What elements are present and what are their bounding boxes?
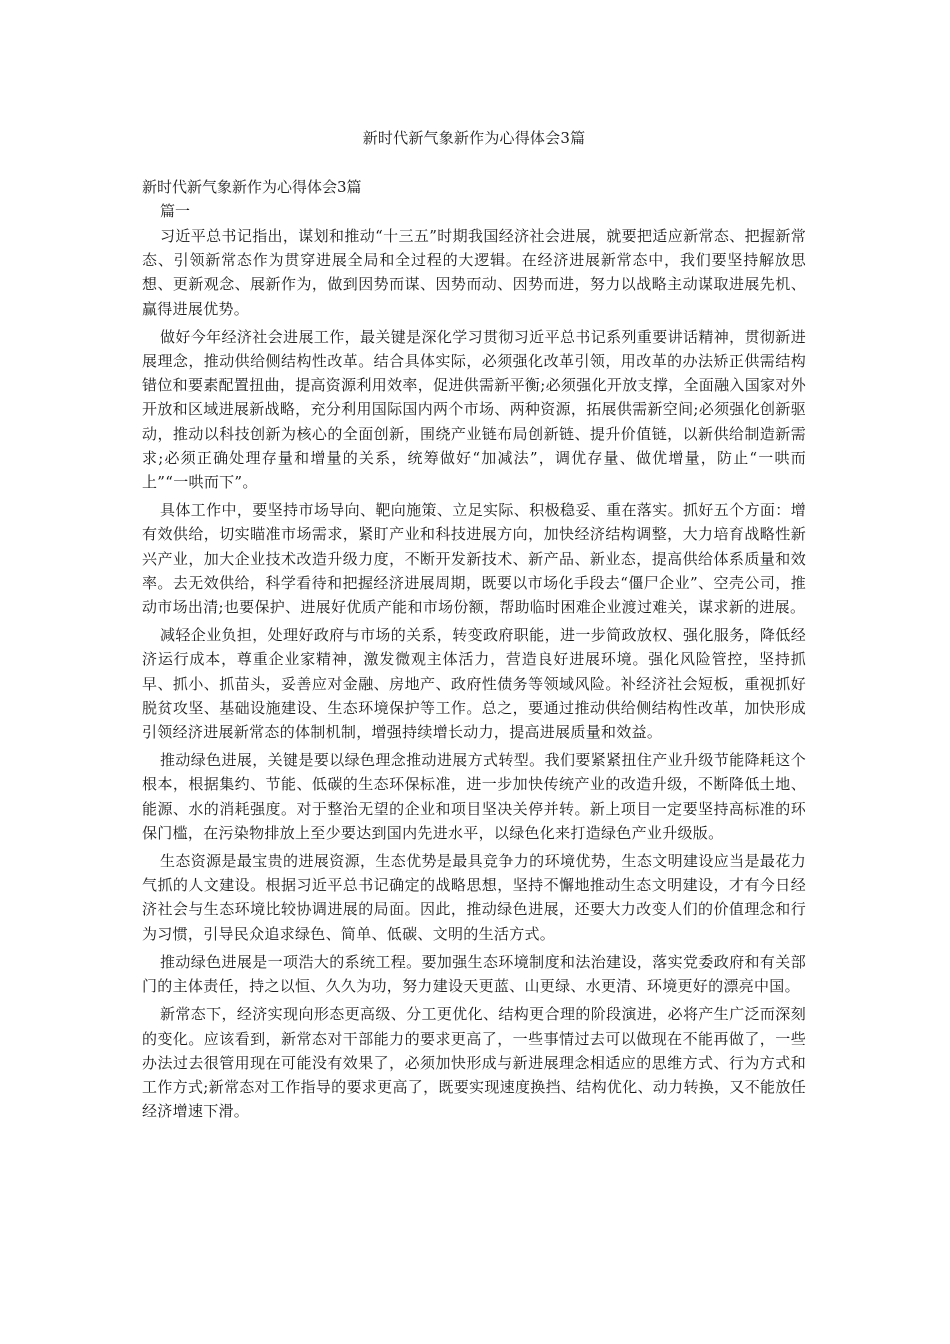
document-body bbox=[142, 224, 806, 1123]
paragraph: 具体工作中，要坚持市场导向、靶向施策、立足实际、积极稳妥、重在落实。抓好五个方面：增有效供给，切实瞄准市场需求，紧盯产业和科技进展方向，加快经济结构调整，大力培育战略性新兴产业，加大企业技术改造升级力度，不断开发新技术、新产品、新业态，提高供给体系质量和效率。去无效供给，科学看待和把握经济进展周期，既要以市场化手段去“僵尸企业”、空壳公司，推动市场出清;也要保护、进展好优质产能和市场份额，帮助临时困难企业渡过难关，谋求新的进展。 bbox=[142, 501, 806, 617]
document-subtitle: 新时代新气象新作为心得体会3篇 bbox=[142, 178, 362, 196]
paragraph: 新常态下，经济实现向形态更高级、分工更优化、结构更合理的阶段演进，必将产生广泛而深刻的变化。应该看到，新常态对干部能力的要求更高了，一些事情过去可以做现在不能再做了，一些办法过去很管用现在可能没有效果了，必须加快形成与新进展理念相适应的思维方式、行为方式和工作方式;新常态对工作指导的要求更高了，既要实现速度换挡、结构优化、动力转换，又不能放任经济增速下滑。 bbox=[142, 1005, 806, 1121]
paragraph: 减轻企业负担，处理好政府与市场的关系，转变政府职能，进一步简政放权、强化服务，降低经济运行成本，尊重企业家精神，激发微观主体活力，营造良好进展环境。强化风险管控，坚持抓早、抓小、抓苗头，妥善应对金融、房地产、政府性债务等领域风险。补经济社会短板，重视抓好脱贫攻坚、基础设施建设、生态环境保护等工作。总之，要通过推动供给侧结构性改革，加快形成引领经济进展新常态的体制机制，增强持续增长动力，提高进展质量和效益。 bbox=[142, 626, 806, 742]
document-page bbox=[142, 0, 806, 1127]
section-label: 篇一 bbox=[160, 202, 191, 220]
paragraph: 生态资源是最宝贵的进展资源，生态优势是最具竞争力的环境优势，生态文明建设应当是最花力气抓的人文建设。根据习近平总书记确定的战略思想，坚持不懈地推动生态文明建设，才有今日经济社会与生态环境比较协调进展的局面。因此，推动绿色进展，还要大力改变人们的价值理念和行为习惯，引导民众追求绿色、简单、低碳、文明的生活方式。 bbox=[142, 852, 806, 943]
paragraph: 推动绿色进展是一项浩大的系统工程。要加强生态环境制度和法治建设，落实党委政府和有关部门的主体责任，持之以恒、久久为功，努力建设天更蓝、山更绿、水更清、环境更好的漂亮中国。 bbox=[142, 952, 806, 996]
document-title: 新时代新气象新作为心得体会3篇 bbox=[362, 129, 586, 147]
paragraph: 做好今年经济社会进展工作，最关键是深化学习贯彻习近平总书记系列重要讲话精神，贯彻新进展理念，推动供给侧结构性改革。结合具体实际，必须强化改革引领，用改革的办法矫正供需结构错位和要素配置扭曲，提高资源利用效率，促进供需新平衡;必须强化开放支撑，全面融入国家对外开放和区域进展新战略，充分利用国际国内两个市场、两种资源，拓展供需新空间;必须强化创新驱动，推动以科技创新为核心的全面创新，围绕产业链布局创新链、提升价值链，以新供给制造新需求;必须正确处理存量和增量的关系，统筹做好“加减法”，调优存量、做优增量，防止“一哄而上”“一哄而下”。 bbox=[142, 327, 806, 492]
paragraph: 推动绿色进展，关键是要以绿色理念推动进展方式转型。我们要紧紧扭住产业升级节能降耗这个根本，根据集约、节能、低碳的生态环保标准，进一步加快传统产业的改造升级，不断降低土地、能源、水的消耗强度。对于整治无望的企业和项目坚决关停并转。新上项目一定要坚持高标准的环保门槛，在污染物排放上至少要达到国内先进水平，以绿色化来打造绿色产业升级版。 bbox=[142, 751, 806, 842]
paragraph: 习近平总书记指出，谋划和推动“十三五”时期我国经济社会进展，就要把适应新常态、把握新常态、引领新常态作为贯穿进展全局和全过程的大逻辑。在经济进展新常态中，我们要坚持解放思想、更新观念、展新作为，做到因势而谋、因势而动、因势而进，努力以战略主动谋取进展先机、赢得进展优势。 bbox=[142, 227, 806, 318]
